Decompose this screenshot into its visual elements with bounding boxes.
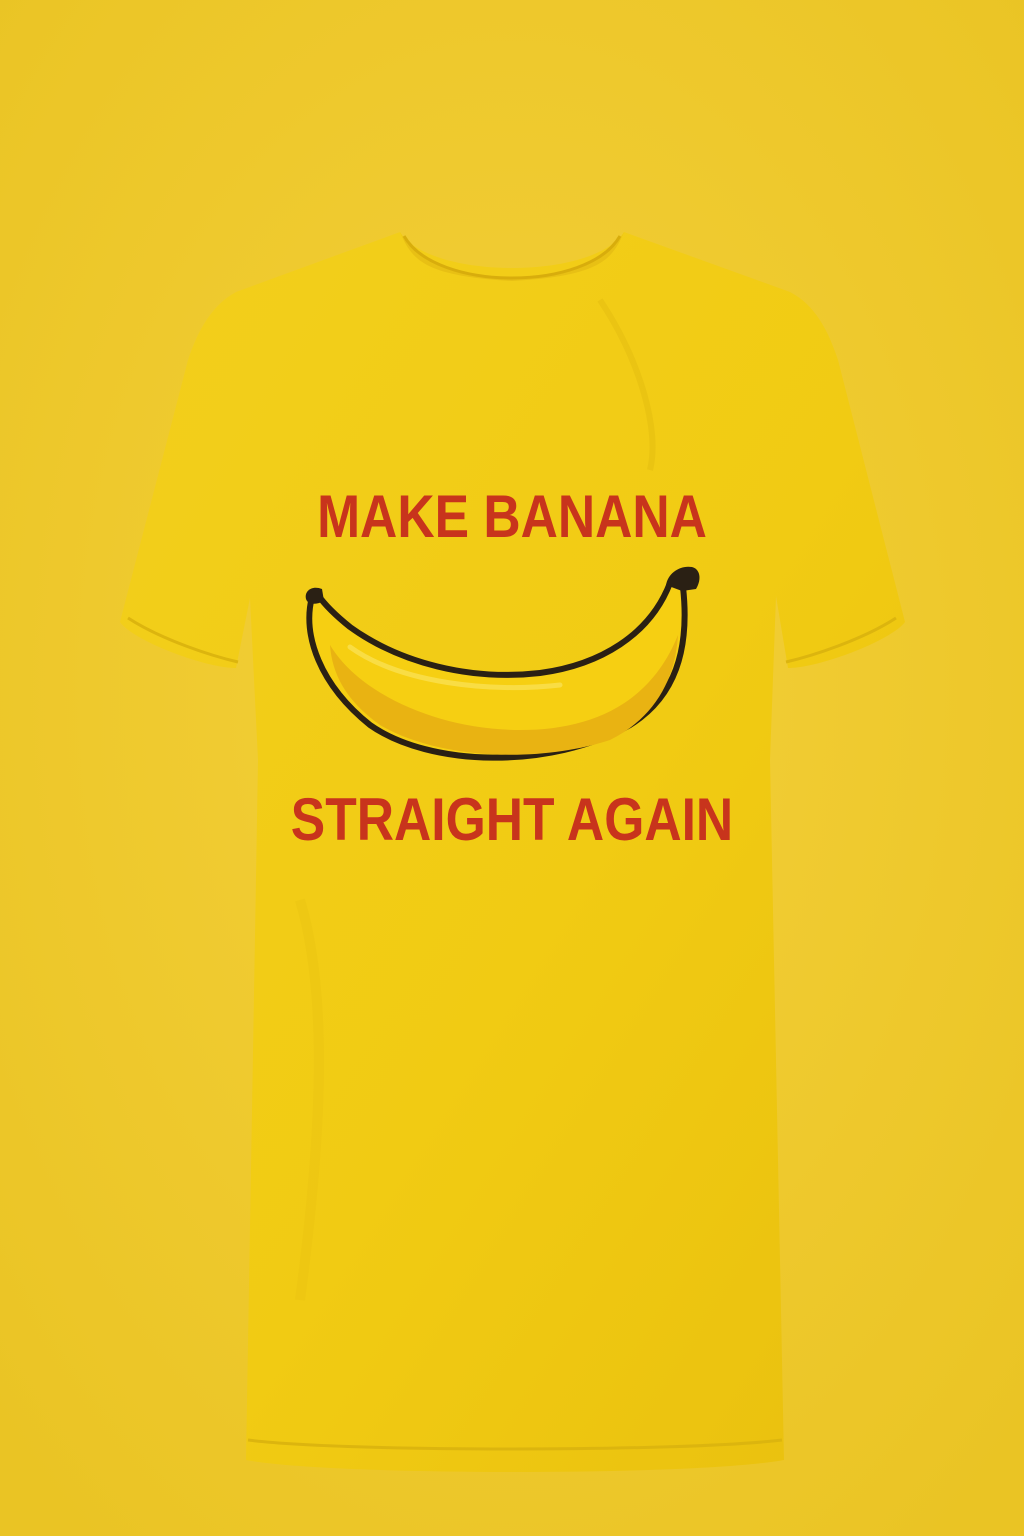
slogan-bottom-text: STRAIGHT AGAIN — [290, 786, 734, 853]
banana-tip — [306, 588, 324, 604]
slogan-top-text: MAKE BANANA — [317, 483, 707, 550]
banana-icon — [290, 555, 720, 780]
